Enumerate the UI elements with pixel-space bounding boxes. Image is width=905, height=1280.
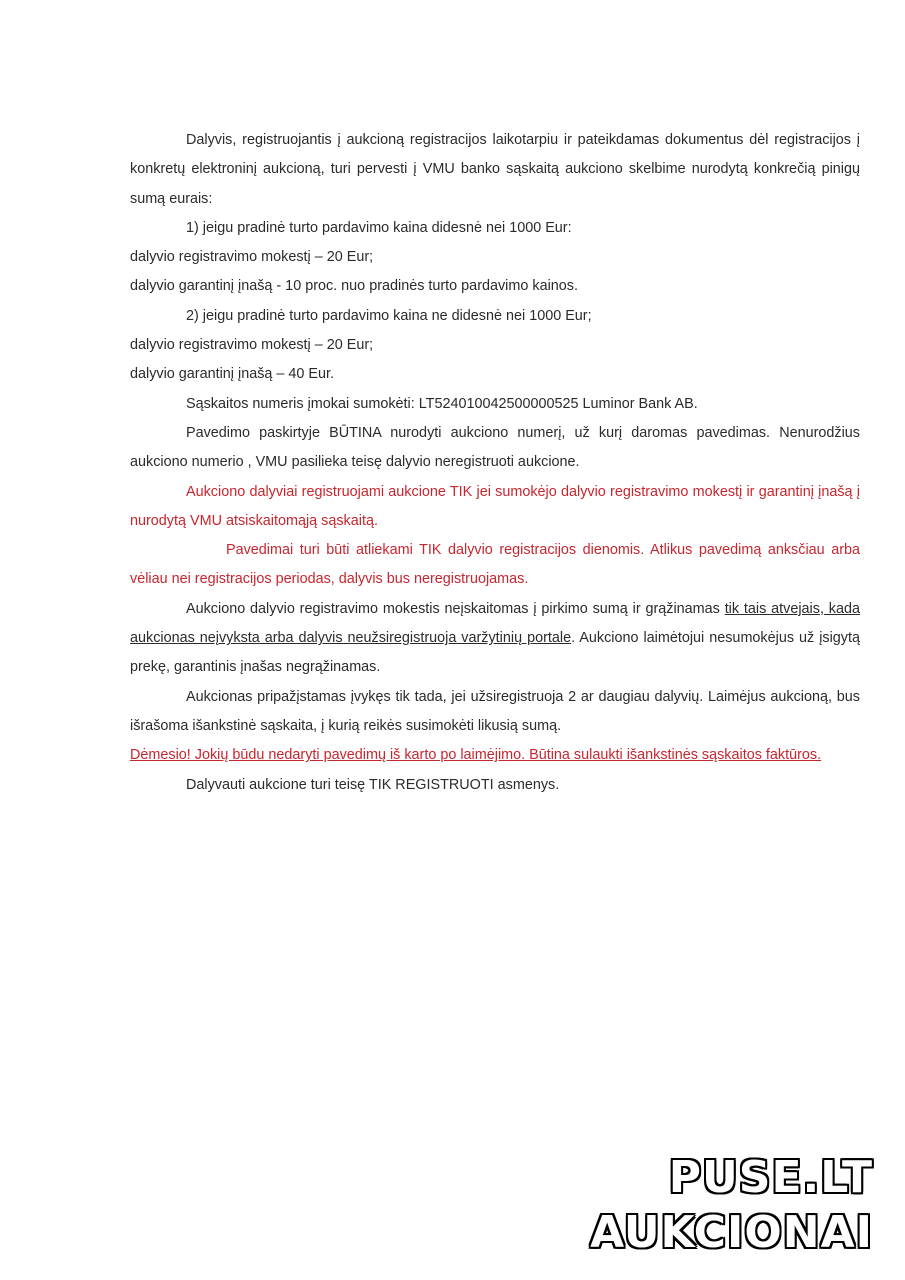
attention-warning: Dėmesio! Jokių būdu nedaryti pavedimų iš karto po laimėjimo. Būtina sulaukti išankstinės sąskaitos faktūros. bbox=[130, 747, 822, 764]
registration-fee-over-1000: dalyvio registravimo mokestį – 20 Eur; bbox=[130, 249, 374, 266]
refund-text-end: . Aukciono laimėtojui nesumokėjus už įsigytą prekę, garantinis įnašas negrąžinamas. bbox=[130, 630, 860, 676]
watermark-section-name: AUKCIONAI bbox=[590, 1207, 873, 1258]
refund-text-start: Aukciono dalyvio registravimo mokestis neįskaitomas į pirkimo sumą ir grąžinamas bbox=[186, 600, 725, 617]
participation-rights-paragraph: Dalyvauti aukcione turi teisę TIK REGISTRUOTI asmenys. bbox=[186, 776, 560, 793]
document-body bbox=[130, 126, 860, 800]
refund-conditions-underlined: tik tais atvejais, kada aukcionas neįvyksta arba dalyvis neužsiregistruoja varžytinių portale bbox=[130, 600, 860, 647]
deposit-over-1000: dalyvio garantinį įnašą - 10 proc. nuo pradinės turto pardavimo kainos. bbox=[130, 278, 578, 295]
bank-account-line: Sąskaitos numeris įmokai sumokėti: LT524010042500000525 Luminor Bank AB. bbox=[186, 395, 698, 412]
auction-validity-paragraph: Aukcionas pripažįstamas įvykęs tik tada, jei užsiregistruoja 2 ar daugiau dalyvių. Laimėjus aukcioną, bus išrašoma išankstinė sąskaita, į kurią reikės susimokėti likusią sumą. bbox=[130, 688, 860, 734]
refund-paragraph bbox=[130, 595, 860, 683]
condition-under-1000: 2) jeigu pradinė turto pardavimo kaina ne didesnė nei 1000 Eur; bbox=[186, 307, 592, 324]
registration-requirement-warning: Aukciono dalyviai registruojami aukcione TIK jei sumokėjo dalyvio registravimo mokestį ir garantinį įnašą į nurodytą VMU atsiskaitomąją sąskaitą. bbox=[130, 483, 860, 529]
registration-intro-paragraph: Dalyvis, registruojantis į aukcioną registracijos laikotarpiu ir pateikdamas dokumentus dėl registracijos į konkretų elektroninį aukcioną, turi pervesti į VMU banko sąskaitą aukciono skelbime nurodytą konkrečią pinigų sumą eurais: bbox=[130, 132, 860, 207]
payment-purpose-paragraph: Pavedimo paskirtyje BŪTINA nurodyti aukciono numerį, už kurį daromas pavedimas. Nenurodžius aukciono numerio , VMU pasilieka teisę dalyvio neregistruoti aukcione. bbox=[130, 424, 860, 471]
watermark-site-name: PUSE.LT bbox=[668, 1152, 873, 1203]
condition-over-1000: 1) jeigu pradinė turto pardavimo kaina didesnė nei 1000 Eur: bbox=[186, 219, 572, 236]
registration-fee-under-1000: dalyvio registravimo mokestį – 20 Eur; bbox=[130, 337, 374, 354]
deposit-under-1000: dalyvio garantinį įnašą – 40 Eur. bbox=[130, 366, 334, 383]
payment-timing-warning: Pavedimai turi būti atliekami TIK dalyvio registracijos dienomis. Atlikus pavedimą anksčiau arba vėliau nei registracijos periodas, dalyvis bus neregistruojamas. bbox=[130, 542, 860, 588]
